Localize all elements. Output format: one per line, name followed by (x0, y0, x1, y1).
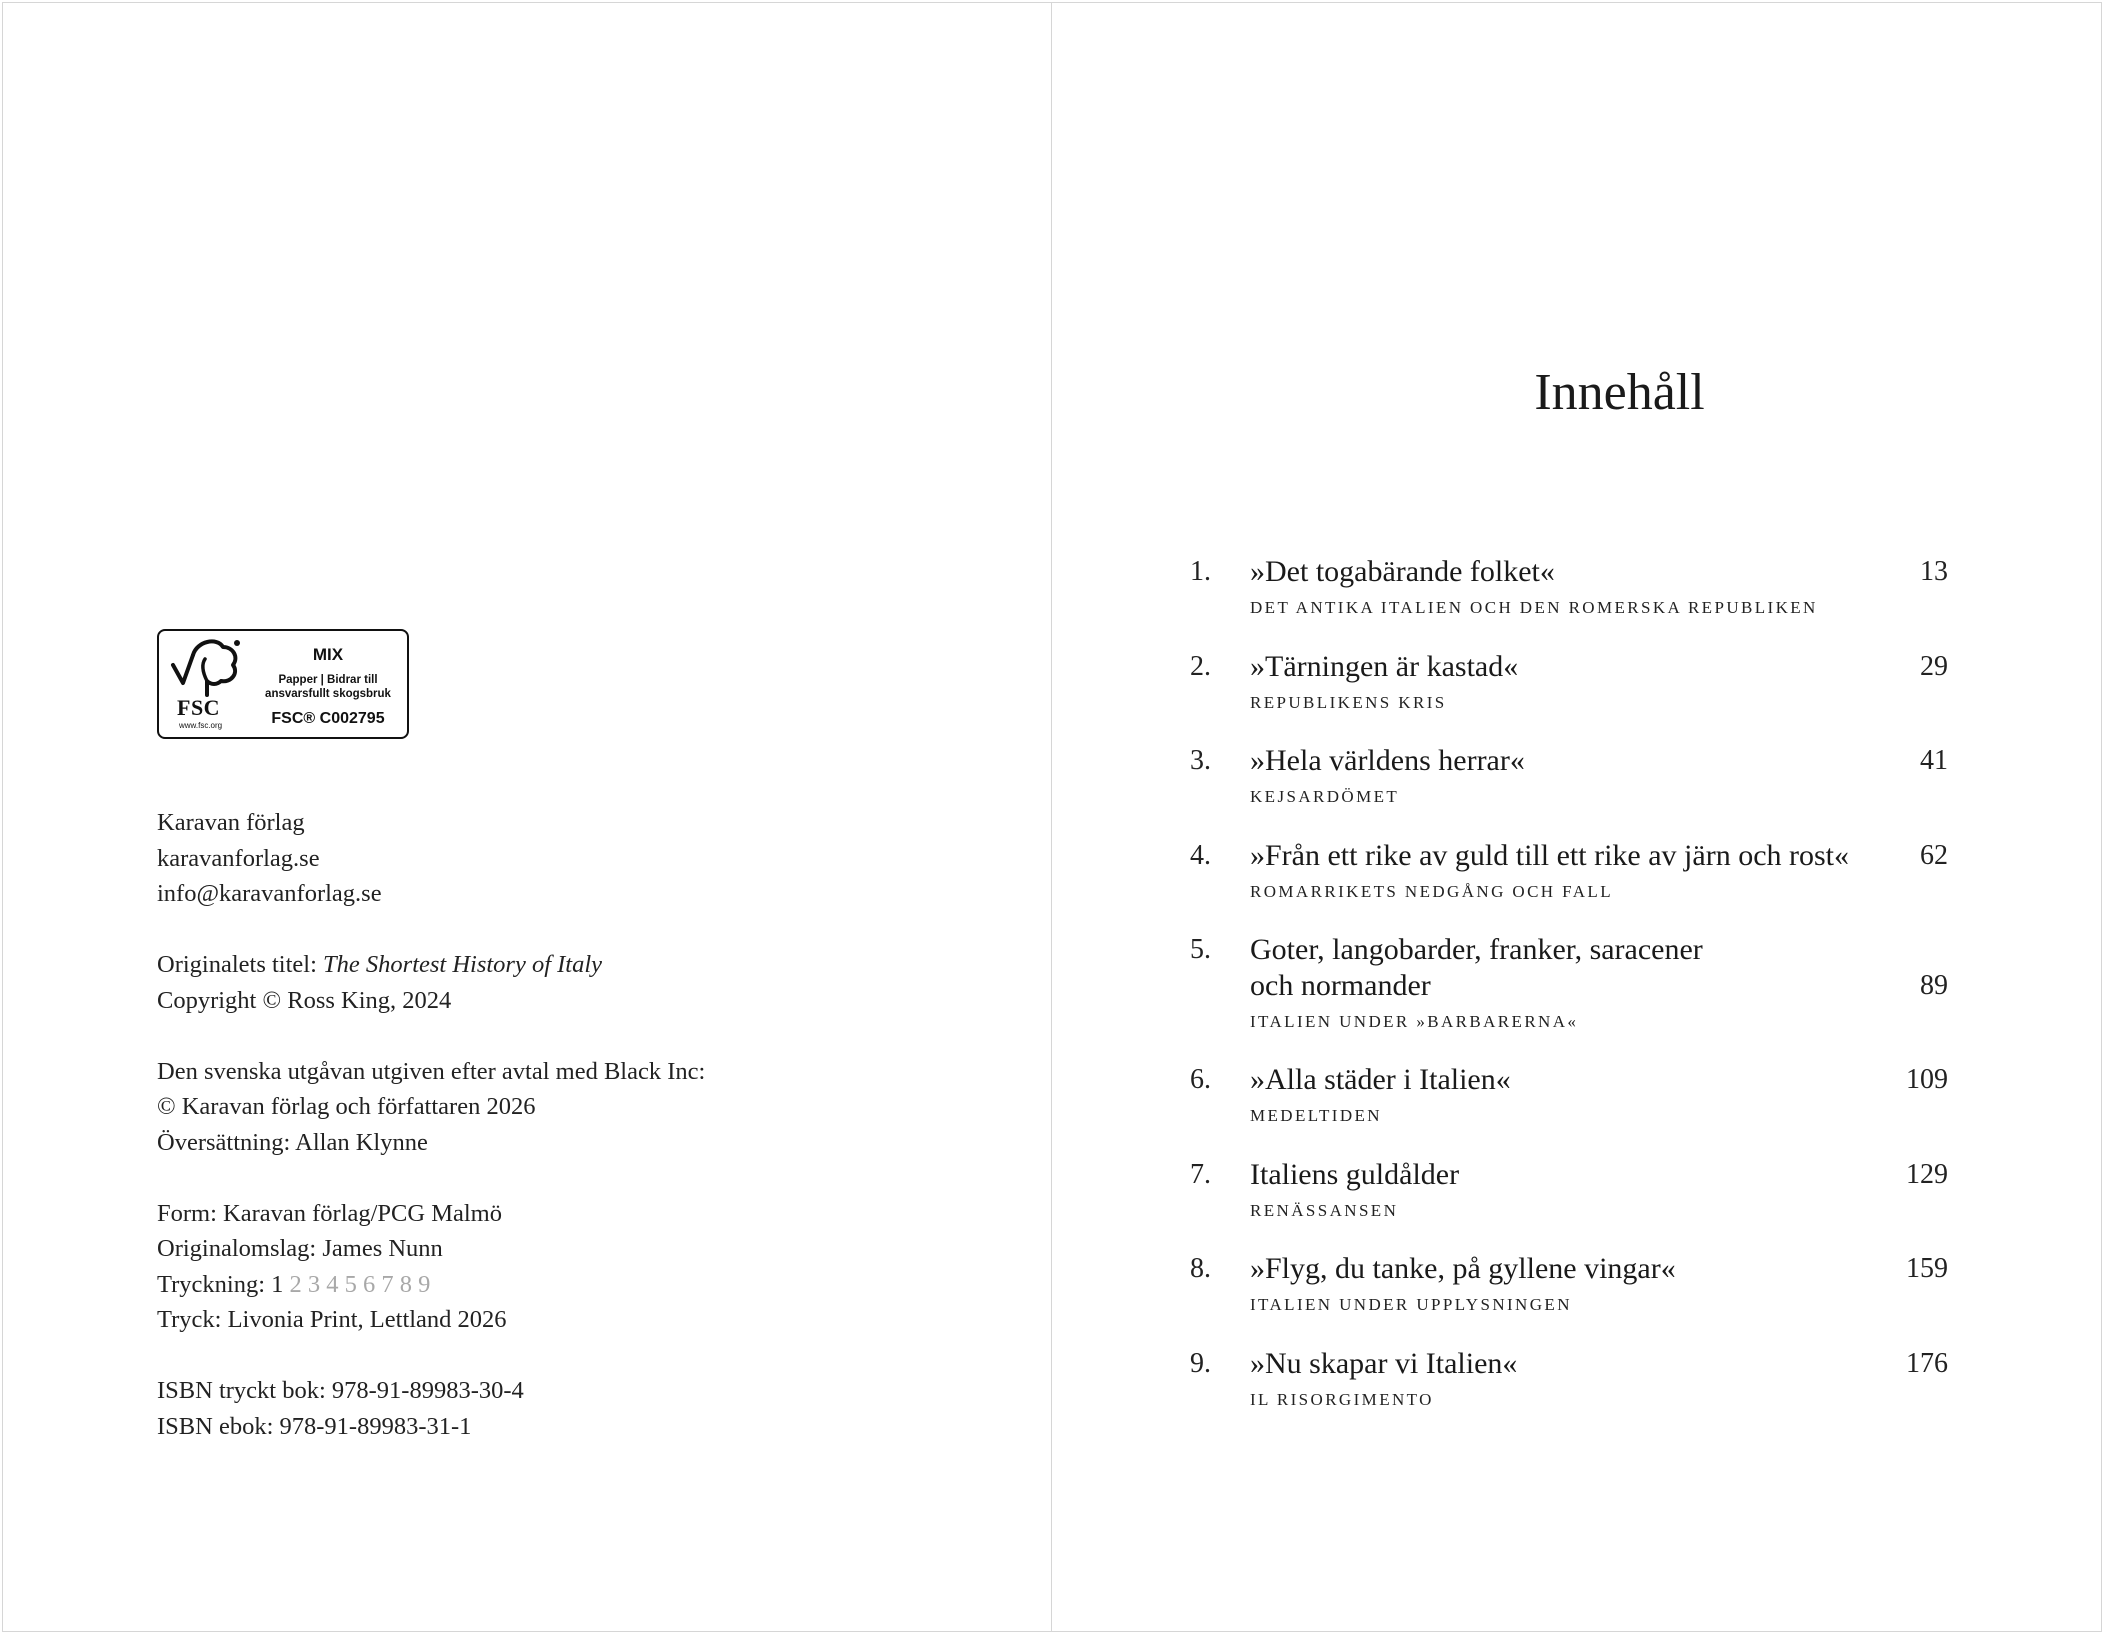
printer-line: Tryck: Livonia Print, Lettland 2026 (157, 1306, 507, 1333)
chapter-title: Italiens guldålder (1250, 1157, 1460, 1191)
isbn-print-line: ISBN tryckt bok: 978-91-89983-30-4 (157, 1377, 524, 1404)
chapter-number: 2. (1190, 650, 1211, 682)
toc-entry (1190, 1251, 1948, 1346)
cover-line: Originalomslag: James Nunn (157, 1235, 443, 1262)
chapter-subtitle: KEJSARDÖMET (1250, 787, 1400, 806)
chapter-subtitle: DET ANTIKA ITALIEN OCH DEN ROMERSKA REPUBLIKEN (1250, 598, 1818, 617)
toc-entry (1190, 554, 1948, 649)
chapter-subtitle: ITALIEN UNDER »BARBARERNA« (1250, 1012, 1579, 1031)
isbn-ebook-line: ISBN ebok: 978-91-89983-31-1 (157, 1412, 472, 1440)
chapter-title: »Tärningen är kastad« (1250, 649, 1519, 683)
chapter-title: »Från ett rike av guld till ett rike av järn och rost« (1250, 838, 1850, 872)
fsc-acronym: FSC (177, 695, 221, 720)
chapter-title: »Flyg, du tanke, på gyllene vingar« (1250, 1252, 1676, 1285)
chapter-page-number: 29 (1920, 650, 1948, 682)
chapter-page-number: 41 (1920, 745, 1948, 776)
chapter-subtitle: MEDELTIDEN (1250, 1106, 1382, 1125)
chapter-page-number: 89 (1920, 970, 1948, 1001)
toc-entry (1190, 649, 1948, 744)
chapter-number: 5. (1190, 934, 1211, 965)
fsc-tree-check-icon (167, 635, 247, 701)
chapter-page-number: 176 (1906, 1347, 1948, 1379)
chapter-number: 3. (1190, 745, 1211, 776)
fsc-description-line: ansvarsfullt skogsbruk (265, 688, 391, 700)
chapter-title-line: Goter, langobarder, franker, saracener (1250, 933, 1703, 966)
chapter-subtitle: IL RISORGIMENTO (1250, 1389, 1434, 1409)
chapter-page-number: 109 (1906, 1064, 1948, 1095)
toc-entry (1190, 1346, 1948, 1441)
agreement-line: Den svenska utgåvan utgiven efter avtal med Black Inc: (157, 1057, 706, 1085)
form-line: Form: Karavan förlag/PCG Malmö (157, 1199, 502, 1227)
original-title: The Shortest History of Italy (323, 951, 603, 978)
colophon (157, 805, 857, 1444)
publisher-email: info@karavanforlag.se (157, 880, 382, 907)
chapter-subtitle: REPUBLIKENS KRIS (1250, 692, 1447, 712)
chapter-page-number: 62 (1920, 839, 1948, 871)
translation-line: Översättning: Allan Klynne (157, 1128, 428, 1156)
original-title-label: Originalets titel: (157, 951, 324, 978)
swedish-copyright-line: © Karavan förlag och författaren 2026 (157, 1093, 536, 1120)
print-run-remaining: 2 3 4 5 6 7 8 9 (289, 1270, 431, 1298)
toc-entry (1190, 1157, 1948, 1252)
chapter-number: 9. (1190, 1347, 1211, 1379)
fsc-license-code: FSC® C002795 (271, 710, 385, 727)
toc-heading: Innehåll (1534, 364, 1705, 421)
chapter-number: 6. (1190, 1064, 1211, 1095)
chapter-title: »Alla städer i Italien« (1250, 1063, 1511, 1096)
toc-entry (1190, 1062, 1948, 1157)
chapter-number: 7. (1190, 1158, 1211, 1190)
chapter-page-number: 129 (1906, 1158, 1948, 1190)
chapter-title-line: och normander (1250, 969, 1431, 1002)
chapter-title: »Det togabärande folket« (1250, 555, 1555, 588)
toc-entry (1190, 838, 1948, 933)
toc-entry (1190, 743, 1948, 838)
toc-entry (1190, 932, 1948, 1062)
chapter-title: »Hela världens herrar« (1250, 744, 1525, 777)
original-title-line (157, 947, 857, 983)
chapter-page-number: 159 (1906, 1253, 1948, 1284)
chapter-title: »Nu skapar vi Italien« (1250, 1346, 1518, 1380)
fsc-description (249, 673, 407, 701)
print-run-current: 1 (271, 1270, 284, 1298)
chapter-number: 8. (1190, 1253, 1211, 1284)
table-of-contents (1190, 554, 1948, 1440)
chapter-number: 1. (1190, 556, 1211, 587)
chapter-subtitle: ROMARRIKETS NEDGÅNG OCH FALL (1250, 881, 1613, 901)
chapter-number: 4. (1190, 839, 1211, 871)
fsc-description-line: Papper | Bidrar till (278, 674, 378, 686)
publisher-website: karavanforlag.se (157, 844, 320, 872)
print-run-label: Tryckning: (157, 1270, 272, 1298)
fsc-label (157, 629, 409, 739)
print-run-line (157, 1267, 857, 1303)
fsc-url: www.fsc.org (179, 721, 223, 730)
chapter-page-number: 13 (1920, 556, 1948, 587)
chapter-title (1250, 932, 1890, 1004)
chapter-subtitle: ITALIEN UNDER UPPLYSNINGEN (1250, 1295, 1572, 1314)
chapter-subtitle: RENÄSSANSEN (1250, 1200, 1399, 1220)
fsc-mix: MIX (312, 645, 344, 664)
copyright-line: Copyright © Ross King, 2024 (157, 986, 452, 1014)
publisher-name: Karavan förlag (157, 809, 305, 836)
